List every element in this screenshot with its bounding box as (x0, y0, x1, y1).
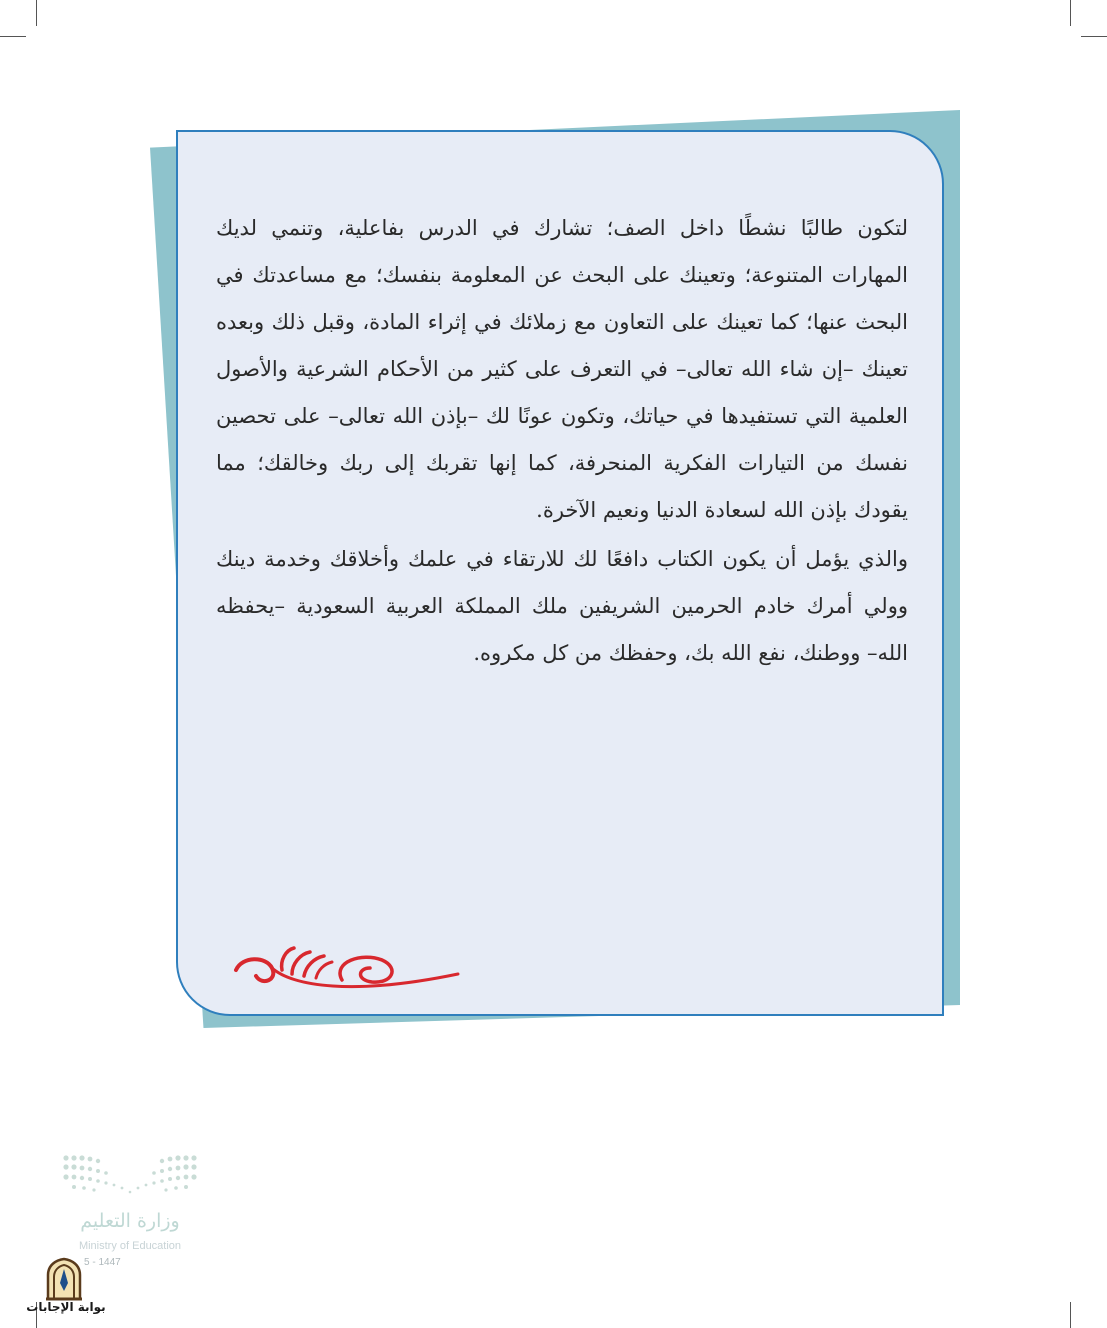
paragraph-2: والذي يؤمل أن يكون الكتاب دافعًا لك للارتقاء في علمك وأخلاقك وخدمة دينك وولي أمرك خادم الحرمين الشريفين ملك المملكة العربية السعودية –يحفظه الله– ووطنك، نفع الله بك، وحفظك من كل مكروه. (216, 547, 908, 665)
crop-mark (1070, 1302, 1071, 1328)
ministry-name-english: Ministry of Education (78, 1240, 182, 1252)
edition-year: 5 - 1447 (84, 1257, 121, 1268)
watermark-label: بوابة الإجابات (26, 1300, 106, 1314)
crop-mark (1081, 36, 1107, 37)
crop-mark (36, 0, 37, 26)
ministry-logo-icon (60, 1152, 200, 1200)
watermark-gate-icon (44, 1257, 84, 1301)
body-text (216, 205, 908, 677)
crop-mark (1070, 0, 1071, 26)
paragraph-1: لتكون طالبًا نشطًا داخل الصف؛ تشارك في الدرس بفاعلية، وتنمي لديك المهارات المتنوعة؛ وتعينك على البحث عن المعلومة بنفسك؛ مع مساعدتك في البحث عنها؛ كما تعينك على التعاون مع زملائك في إثراء المادة، وقبل ذلك وبعده تعينك –إن شاء الله تعالى– في التعرف على كثير من الأحكام الشرعية والأصول العلمية التي تستفيدها في حياتك، وتكون عونًا لك –بإذن الله تعالى– على تحصين نفسك من التيارات الفكرية المنحرفة، كما إنها تقربك إلى ربك وخالقك؛ مما يقودك بإذن الله لسعادة الدنيا ونعيم الآخرة. (216, 216, 908, 522)
ministry-name-arabic: وزارة التعليم (80, 1210, 180, 1232)
flourish-ornament-icon (232, 942, 462, 1002)
crop-mark (0, 36, 26, 37)
